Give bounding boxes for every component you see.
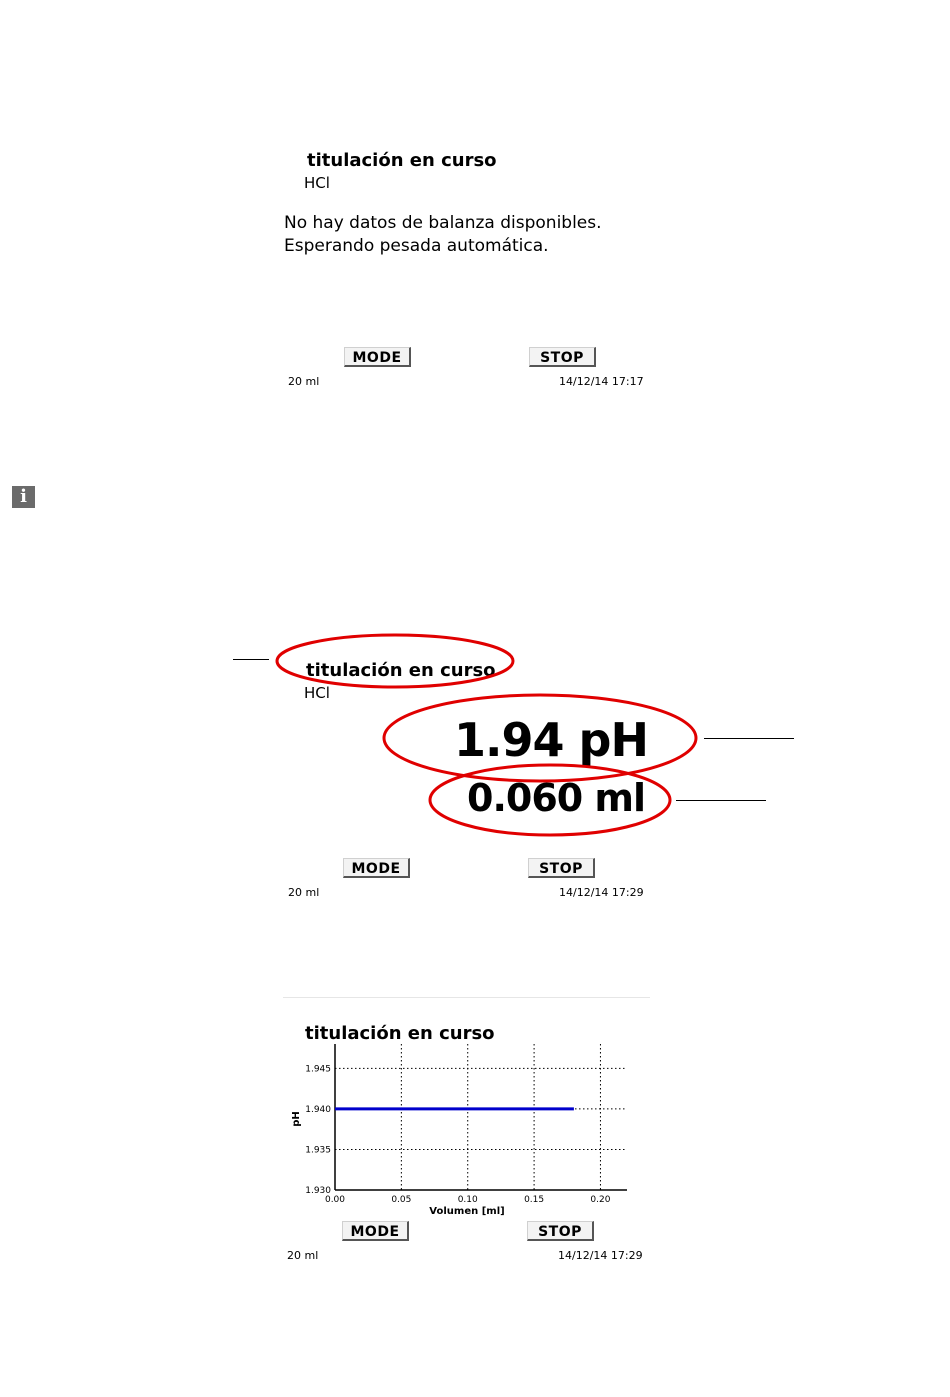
x-tick-label: 0.00 [324,1195,346,1205]
x-tick-label: 0.20 [590,1195,611,1205]
mode-button[interactable]: MODE [344,347,411,367]
y-tick-label: 1.935 [305,1145,331,1156]
sample-name: HCl [304,174,330,192]
mode-button[interactable]: MODE [342,1221,409,1241]
date-time: 14/12/14 17:17 [559,375,644,388]
screen-top-border [283,997,650,998]
ph-callout-line [704,738,794,739]
burette-volume: 20 ml [288,375,320,388]
volume-added-reading: 0.060 ml [467,776,646,820]
volume-callout-line [676,800,766,801]
title-callout-line [233,659,269,660]
mode-button[interactable]: MODE [343,858,410,878]
screen-title: titulación en curso [305,1023,495,1044]
stop-button[interactable]: STOP [528,858,595,878]
burette-volume: 20 ml [288,886,320,899]
ph-reading: 1.94 pH [454,713,648,767]
x-tick-label: 0.10 [457,1195,478,1205]
y-tick-label: 1.945 [305,1064,331,1075]
date-time: 14/12/14 17:29 [559,886,644,899]
balance-message-line2: Esperando pesada automática. [284,236,549,256]
x-tick-label: 0.05 [391,1195,412,1205]
sample-name: HCl [304,684,330,702]
screen-title: titulación en curso [306,660,496,681]
x-tick-label: 0.15 [524,1195,545,1205]
y-axis-label: pH [291,1111,302,1127]
title-highlight-ellipse [277,635,513,687]
date-time: 14/12/14 17:29 [558,1249,643,1262]
balance-message-line1: No hay datos de balanza disponibles. [284,213,602,233]
burette-volume: 20 ml [287,1249,319,1262]
info-icon: i [12,486,35,508]
stop-button[interactable]: STOP [529,347,596,367]
titration-curve-chart [280,1038,650,1223]
y-tick-label: 1.930 [305,1186,331,1196]
screen-title: titulación en curso [307,150,497,171]
volume-highlight-ellipse [430,765,670,835]
y-tick-label: 1.940 [305,1104,331,1115]
x-axis-label: Volumen [ml] [429,1206,505,1217]
ph-highlight-ellipse [384,695,696,781]
stop-button[interactable]: STOP [527,1221,594,1241]
